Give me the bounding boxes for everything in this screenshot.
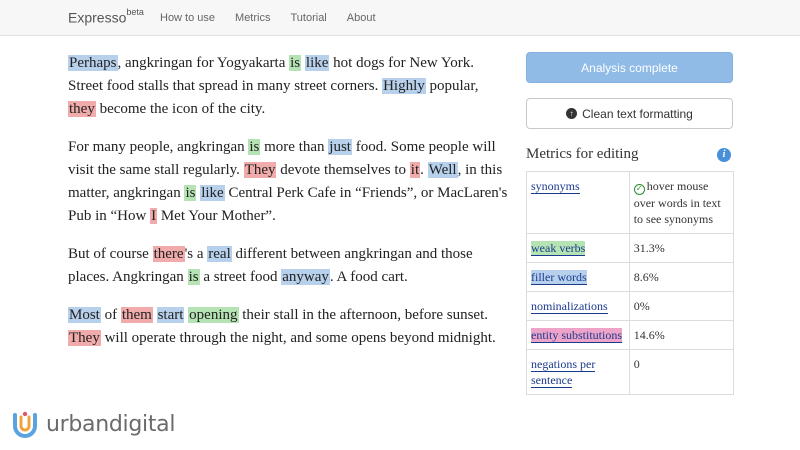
highlighted-word[interactable]: it (410, 162, 420, 178)
metric-toggle-link[interactable]: synonyms (531, 179, 580, 193)
text-segment: different between angkringan and those places. Angkringan (68, 246, 473, 285)
urbandigital-watermark (10, 408, 175, 440)
text-segment: Met Your Mother”. (157, 208, 276, 224)
text-segment: , in this matter, angkringan (68, 162, 503, 201)
metric-value: 8.6% (633, 270, 659, 284)
text-segment: food. Some people will visit the same stall regularly. (68, 139, 496, 178)
highlighted-word[interactable]: opening (189, 307, 238, 323)
highlighted-word[interactable]: I (151, 208, 157, 224)
info-icon[interactable]: i (717, 148, 731, 162)
highlighted-word[interactable]: they (69, 101, 95, 117)
nav-link-about[interactable]: About (346, 12, 376, 24)
highlighted-word[interactable]: Perhaps (69, 55, 117, 71)
text-segment: a street food (199, 269, 282, 285)
metric-value: hover mouse over words in text to see synonyms (633, 179, 721, 226)
text-segment: But of course (68, 246, 153, 262)
metric-value-cell (629, 263, 733, 292)
metric-row (527, 292, 734, 321)
text-segment: 's a (184, 246, 208, 262)
metric-value: 14.6% (633, 328, 665, 342)
metrics-header (526, 144, 734, 168)
highlighted-word[interactable]: like (305, 55, 329, 71)
clean-text-formatting-button[interactable] (526, 98, 733, 129)
highlighted-word[interactable]: is (188, 269, 199, 285)
text-segment: Central Perk Cafe in “Friends”, or MacLaren's Pub in “How (68, 185, 508, 224)
text-segment: their stall in the afternoon, before sunset. (238, 307, 489, 323)
brand-logo[interactable] (68, 9, 144, 26)
metric-value: 0% (633, 299, 650, 313)
brand-beta-tag: beta (126, 7, 144, 17)
urbandigital-logo-icon (10, 409, 40, 439)
text-segment: of (100, 307, 121, 323)
text-segment: more than (260, 139, 329, 155)
metric-row (527, 321, 734, 350)
metric-toggle-link[interactable]: nominalizations (531, 299, 608, 313)
highlighted-word[interactable]: is (290, 55, 301, 71)
watermark-text: urbandigital (46, 411, 176, 437)
metric-toggle-link[interactable]: negations per sentence (531, 357, 596, 387)
text-paragraph (68, 52, 508, 121)
highlighted-word[interactable]: They (69, 330, 100, 346)
text-segment: . (420, 162, 428, 178)
metric-value-cell (629, 350, 733, 395)
text-segment: popular, (425, 78, 479, 94)
text-paragraph (68, 136, 508, 228)
text-paragraph (68, 304, 508, 350)
circle-arrow-icon: ↑ (566, 108, 577, 119)
metric-row (527, 234, 734, 263)
text-segment: devote themselves to (276, 162, 410, 178)
metric-name-cell (527, 172, 630, 234)
metric-name-cell (527, 350, 630, 395)
text-paragraph (68, 243, 508, 289)
clean-button-label: Clean text formatting (582, 106, 693, 121)
metric-name-cell (527, 292, 630, 321)
metric-toggle-link[interactable]: entity substitutions (531, 328, 623, 342)
nav-link-tutorial[interactable]: Tutorial (290, 12, 327, 24)
text-segment: , angkringan for Yogyakarta (117, 55, 290, 71)
metric-toggle-link[interactable]: filler words (531, 270, 587, 284)
metrics-table (526, 171, 734, 395)
highlighted-word[interactable]: anyway (282, 269, 329, 285)
metric-toggle-link[interactable]: weak verbs (531, 241, 586, 255)
highlighted-word[interactable]: is (185, 185, 196, 201)
brand-name: Expresso (68, 9, 127, 26)
highlighted-word[interactable]: just (329, 139, 351, 155)
metric-value-cell (629, 321, 733, 350)
metric-value-cell (629, 172, 733, 234)
metric-row (527, 263, 734, 292)
metric-name-cell (527, 263, 630, 292)
highlighted-word[interactable]: Well (428, 162, 457, 178)
nav-links (150, 0, 386, 36)
text-segment: will operate through the night, and some opens beyond midnight. (100, 330, 496, 346)
text-segment: . A food cart. (329, 269, 408, 285)
highlighted-word[interactable]: is (249, 139, 260, 155)
metric-value-cell (629, 234, 733, 263)
text-segment: hot dogs for New York. Street food stalls that spread in many street corners. (68, 55, 474, 94)
metrics-panel (526, 52, 734, 395)
metric-value: 0 (633, 357, 640, 371)
highlighted-word[interactable]: there (153, 246, 184, 262)
metric-row (527, 172, 734, 234)
metric-name-cell (527, 234, 630, 263)
text-segment: become the icon of the city. (95, 101, 266, 117)
text-segment: For many people, angkringan (68, 139, 249, 155)
highlighted-word[interactable]: They (244, 162, 276, 178)
nav-link-metrics[interactable]: Metrics (235, 12, 271, 24)
metric-row (527, 350, 734, 395)
metrics-title: Metrics for editing (526, 146, 639, 162)
check-circle-icon: ✓ (634, 184, 645, 195)
metric-value-cell (629, 292, 733, 321)
highlighted-word[interactable]: them (121, 307, 152, 323)
highlighted-word[interactable]: Most (69, 307, 100, 323)
nav-link-how-to-use[interactable]: How to use (160, 12, 216, 24)
highlighted-word[interactable]: like (201, 185, 224, 201)
analysis-complete-button[interactable]: Analysis complete (526, 52, 733, 83)
top-navbar (0, 0, 800, 36)
analyzed-text[interactable] (68, 52, 508, 365)
highlighted-word[interactable]: Highly (383, 78, 425, 94)
highlighted-word[interactable]: real (208, 246, 231, 262)
metric-name-cell (527, 321, 630, 350)
metric-value: 31.3% (633, 241, 665, 255)
highlighted-word[interactable]: start (157, 307, 184, 323)
